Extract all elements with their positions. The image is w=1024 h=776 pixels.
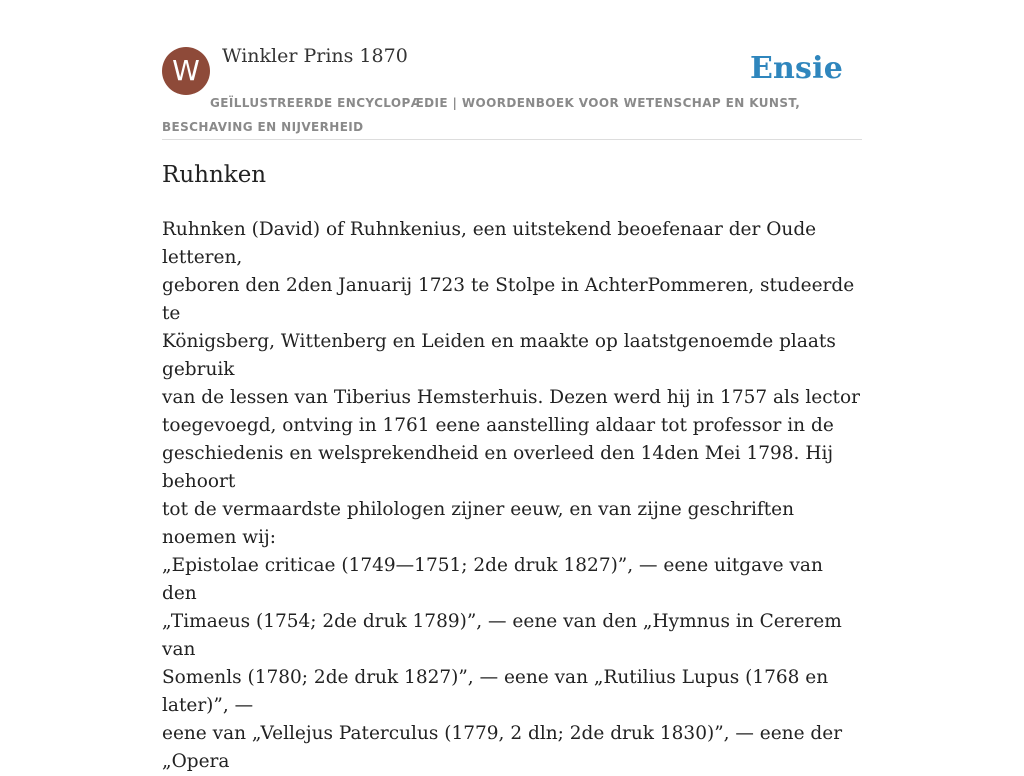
- header-divider: [162, 139, 862, 140]
- source-title[interactable]: Winkler Prins 1870: [222, 45, 408, 67]
- entry-body: [162, 216, 862, 776]
- entry-line: toegevoegd, ontving in 1761 eene aanstelling aldaar tot professor in de: [162, 415, 834, 436]
- entry-line: Somenls (1780; 2de druk 1827)”, — eene van „Rutilius Lupus (1768 en later)”, —: [162, 667, 829, 716]
- entry-title: Ruhnken: [162, 162, 267, 188]
- entry-line: Königsberg, Wittenberg en Leiden en maakte op laatstgenoemde plaats gebruik: [162, 331, 836, 380]
- entry-line: „Timaeus (1754; 2de druk 1789)”, — eene van den „Hymnus in Cererem van: [162, 611, 842, 660]
- source-avatar[interactable]: W: [162, 47, 210, 95]
- brand-logo[interactable]: Ensie: [749, 51, 843, 86]
- entry-line: tot de vermaardste philologen zijner eeuw, en van zijne geschriften noemen wij:: [162, 499, 795, 548]
- entry-line: Ruhnken (David) of Ruhnkenius, een uitstekend beoefenaar der Oude letteren,: [162, 219, 817, 268]
- entry-line: van de lessen van Tiberius Hemsterhuis. Dezen werd hij in 1757 als lector: [162, 387, 860, 408]
- entry-line: geschiedenis en welsprekendheid en overleed den 14den Mei 1798. Hij behoort: [162, 443, 834, 492]
- entry-line: „Epistolae criticae (1749—1751; 2de druk 1827)”, — eene uitgave van den: [162, 555, 823, 604]
- entry-line: geboren den 2den Januarij 1723 te Stolpe in AchterPommeren, studeerde te: [162, 275, 855, 324]
- entry-line: eene van „Vellejus Paterculus (1779, 2 dln; 2de druk 1830)”, — eene der „Opera: [162, 723, 843, 772]
- source-subtitle: GEÏLLUSTREERDE ENCYCLOPÆDIE | WOORDENBOEK VOOR WETENSCHAP EN KUNST, BESCHAVING EN NIJVERHEID: [162, 96, 801, 134]
